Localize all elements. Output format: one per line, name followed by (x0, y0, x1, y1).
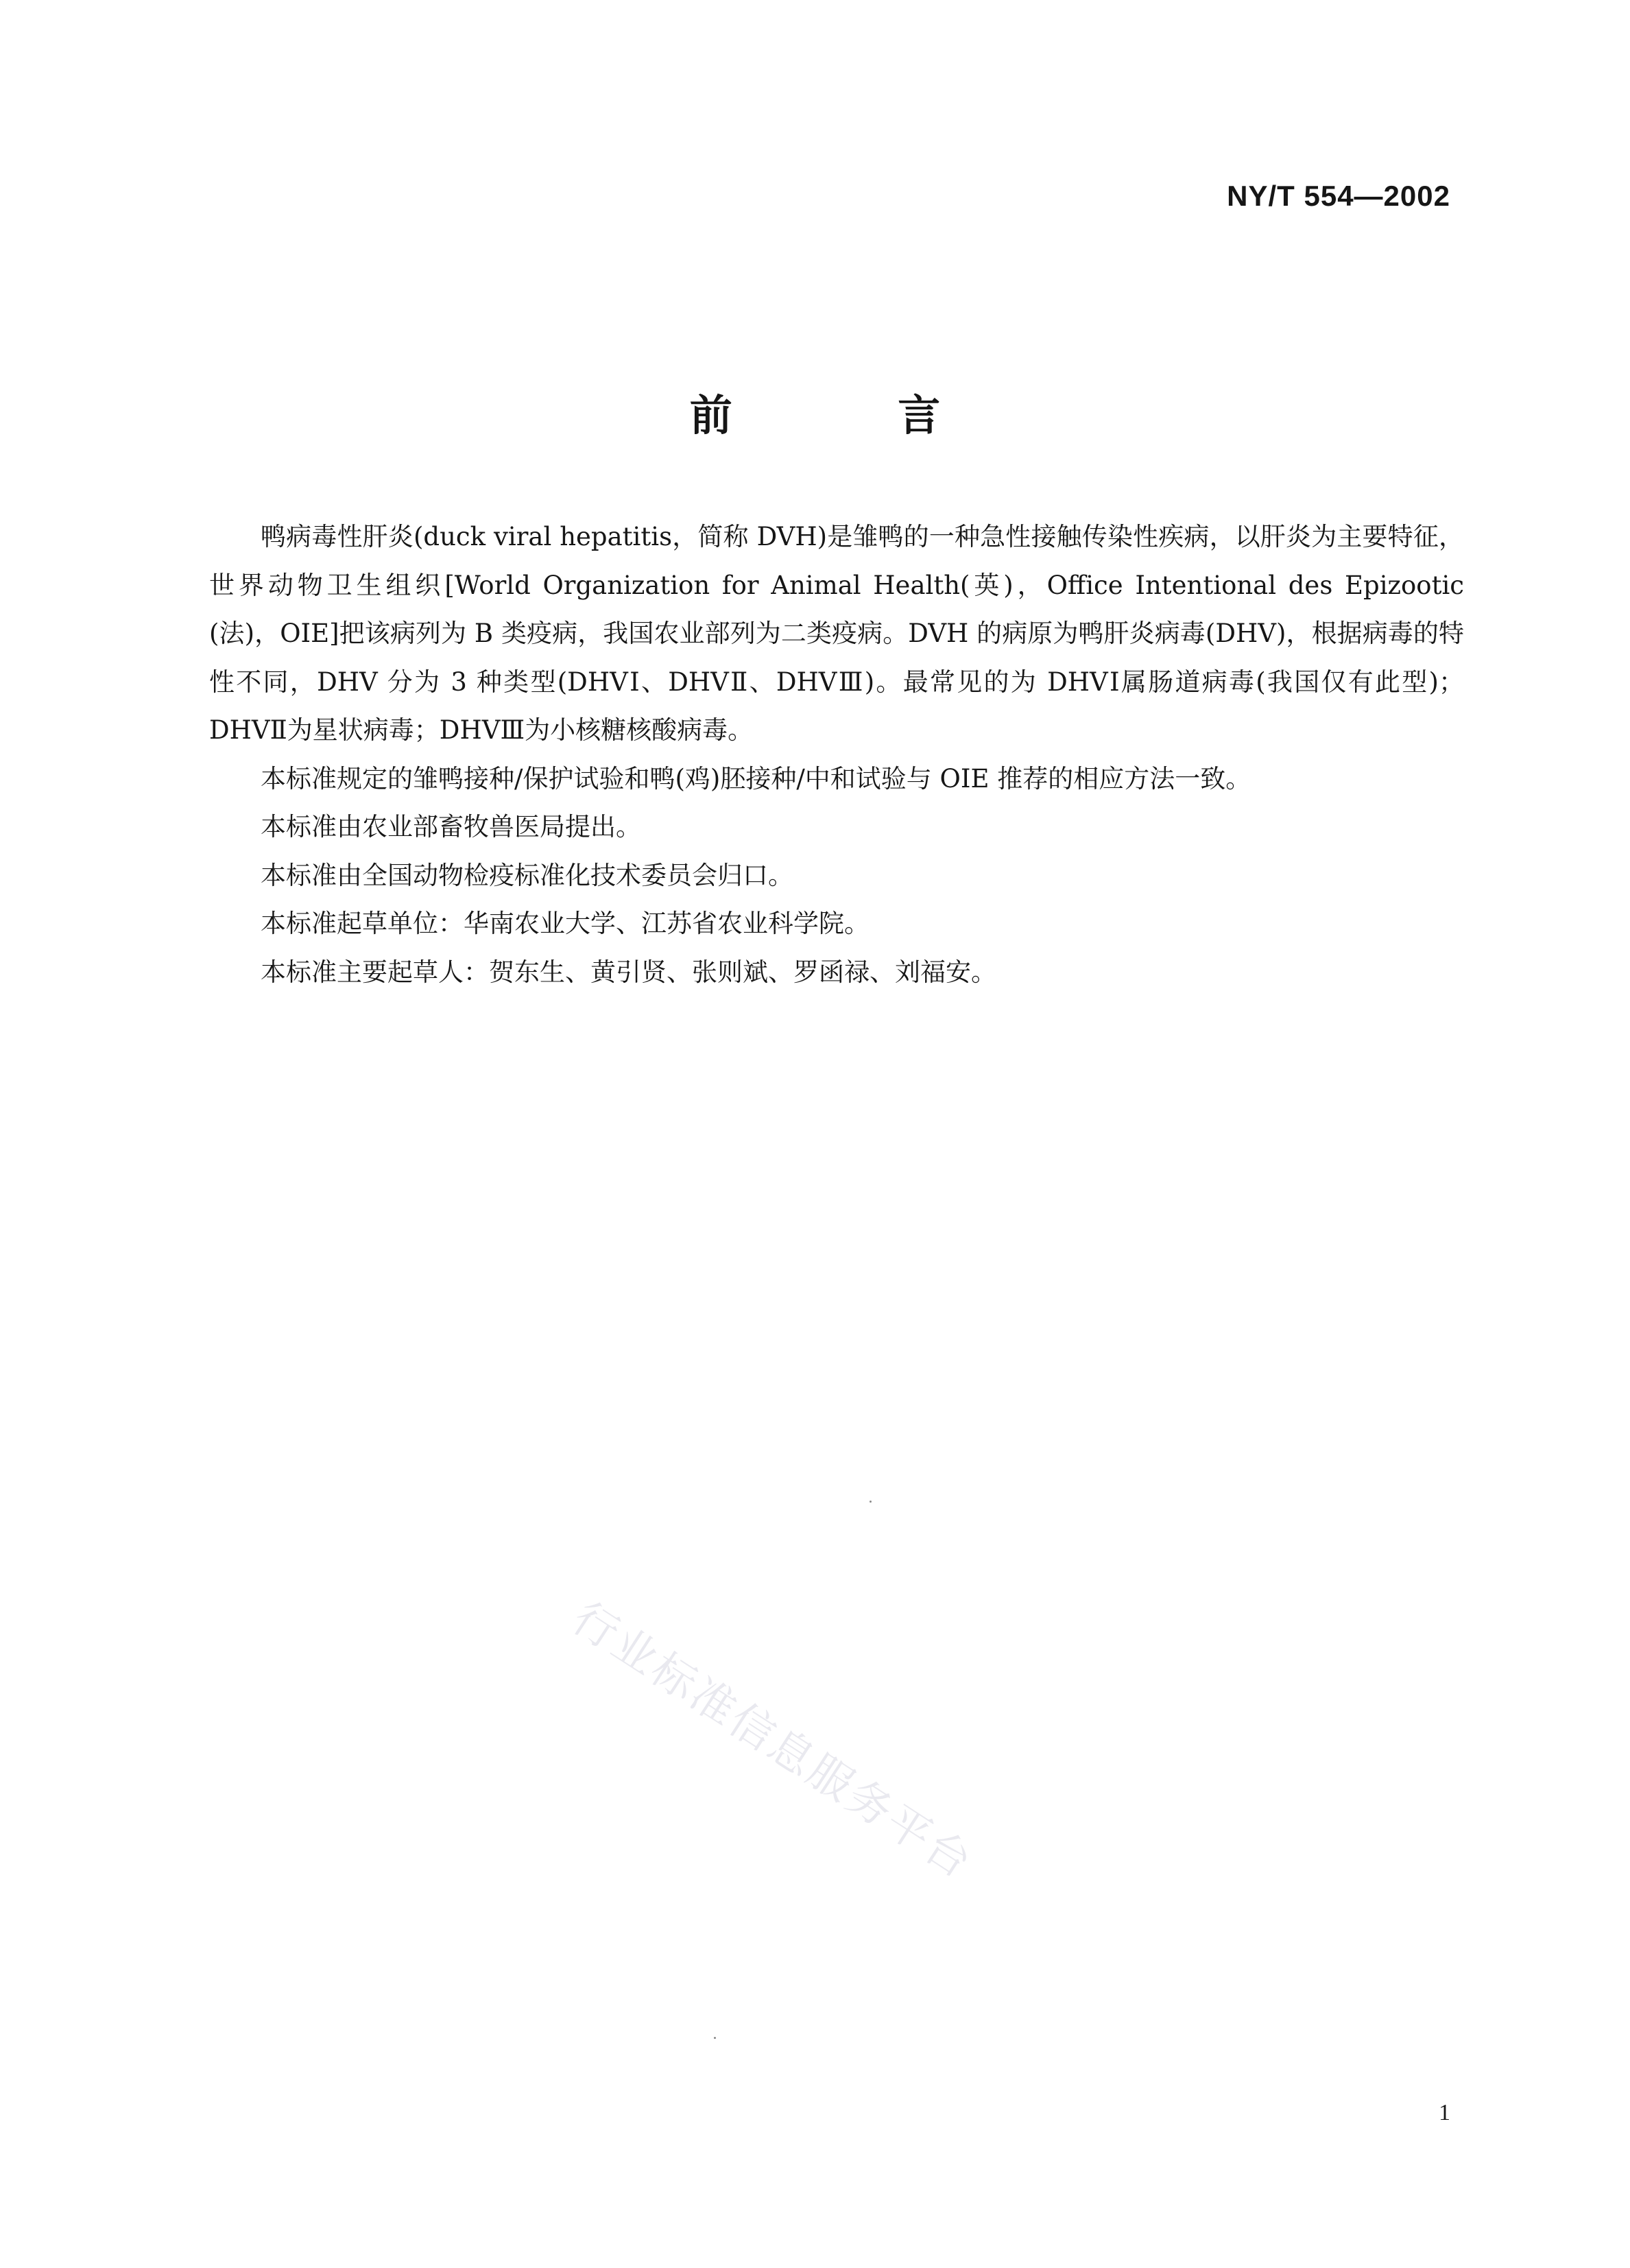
standard-code: NY/T 554—2002 (1227, 180, 1450, 212)
scan-speck (870, 1501, 872, 1503)
paragraph-drafters: 本标准主要起草人：贺东生、黄引贤、张则斌、罗函禄、刘福安。 (261, 957, 996, 987)
watermark: 行业标准信息服务平台 (563, 1592, 983, 1889)
page-number: 1 (1439, 2100, 1450, 2125)
paragraph-method-consistency: 本标准规定的雏鸭接种/保护试验和鸭(鸡)胚接种/中和试验与 OIE 推荐的相应方法一致。 (261, 763, 1251, 793)
paragraph-proposed-by: 本标准由农业部畜牧兽医局提出。 (261, 812, 641, 841)
paragraph-intro: 鸭病毒性肝炎(duck viral hepatitis，简称 DVH)是雏鸭的一种急性接触传染性疾病，以肝炎为主要特征，世界动物卫生组织[World Organization for Animal Health(英)，Office Intentional des Epizootic (法)，OIE]把该病列为 B 类疫病，我国农业部列为二类疫病。DVH 的病原为鸭肝炎病毒(DHV)，根据病毒的特性不同，DHV 分为 3 种类型(DHVⅠ、DHVⅡ、DHVⅢ)。最常见的为 DHVⅠ属肠道病毒(我国仅有此型)；DHVⅡ为星状病毒；DHVⅢ为小核糖核酸病毒。 (209, 522, 1464, 745)
paragraph-drafting-units: 本标准起草单位：华南农业大学、江苏省农业科学院。 (261, 909, 870, 938)
paragraph-centralized-by: 本标准由全国动物检疫标准化技术委员会归口。 (261, 860, 793, 890)
scan-speck (714, 2037, 716, 2039)
document-body (209, 513, 1464, 996)
page-title: 前 言 (689, 390, 1016, 440)
